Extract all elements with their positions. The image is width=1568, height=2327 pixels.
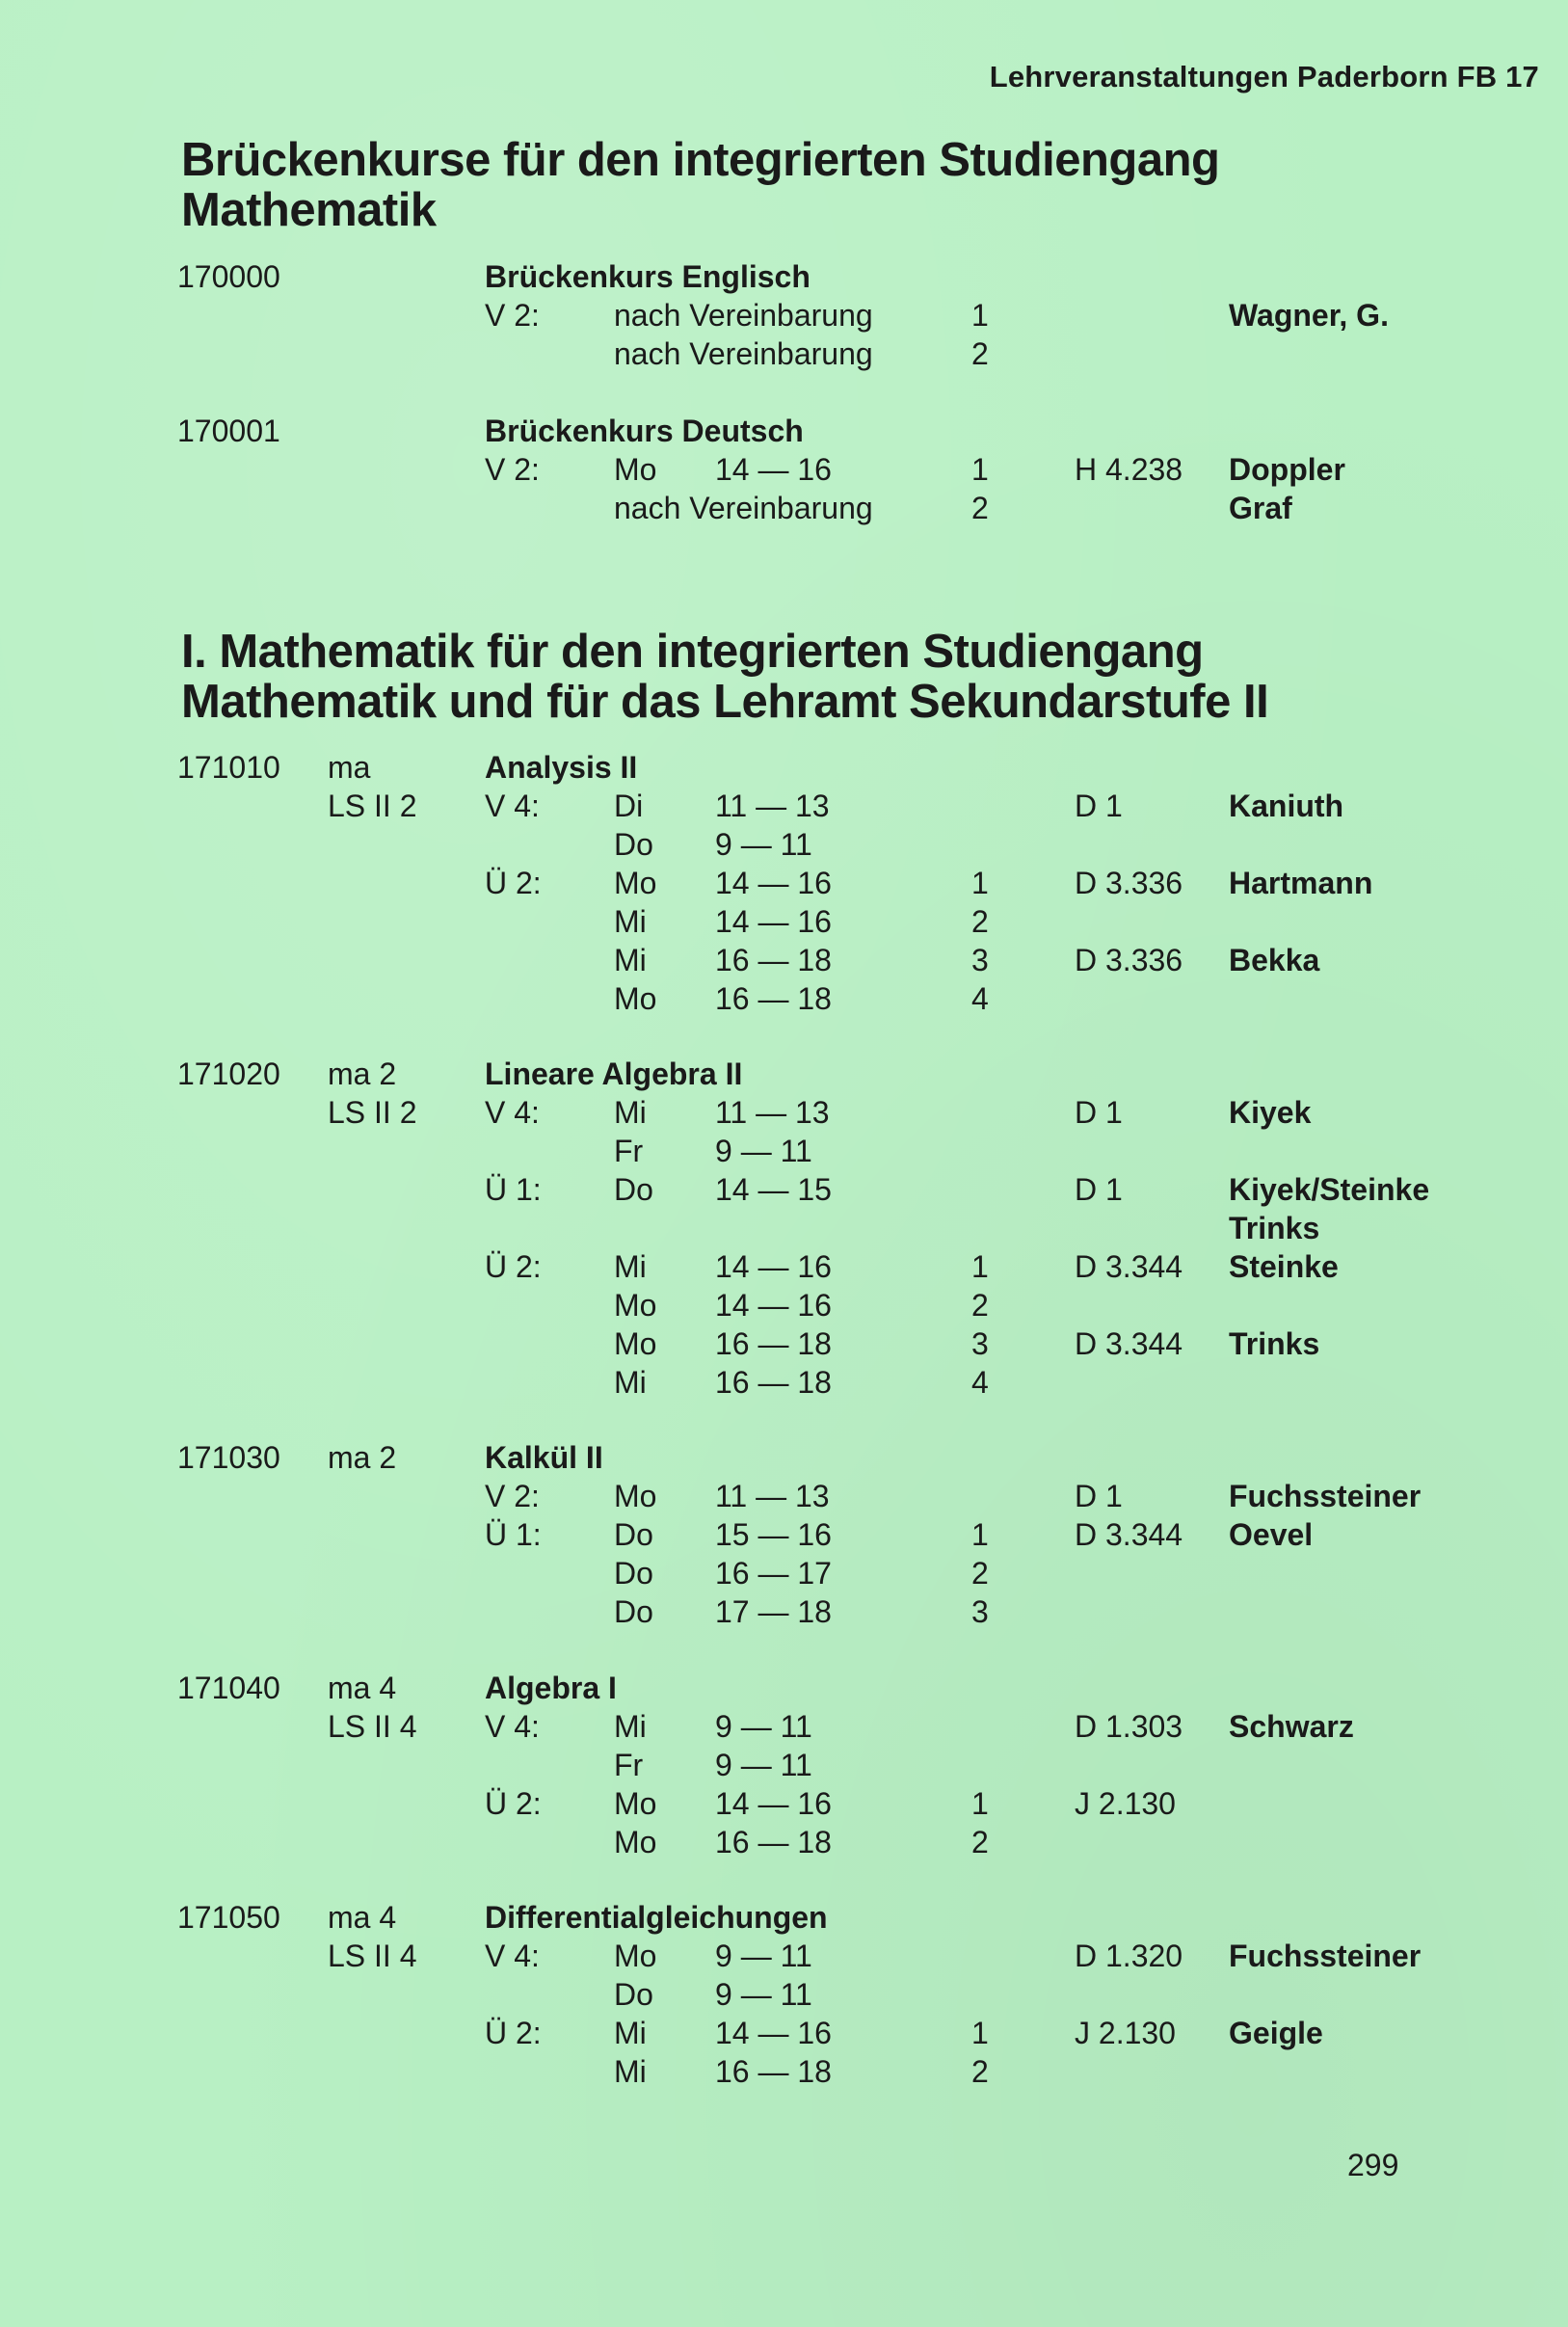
lecturer: Schwarz — [1229, 1709, 1354, 1744]
lecturer: Kiyek/Steinke — [1229, 1172, 1430, 1207]
time: 14 — 16 — [715, 452, 832, 487]
room: D 3.344 — [1075, 1326, 1183, 1361]
schedule-row — [0, 787, 1568, 825]
time: 14 — 16 — [715, 1288, 832, 1323]
group-number: 2 — [971, 1556, 989, 1591]
time: 9 — 11 — [715, 1709, 812, 1744]
group-number: 1 — [971, 452, 989, 487]
day: Do — [614, 1517, 653, 1552]
room: D 1 — [1075, 789, 1123, 823]
course-code: LS II 2 — [328, 1095, 417, 1130]
group-number: 4 — [971, 1365, 989, 1400]
schedule-row — [0, 2052, 1568, 2091]
room: J 2.130 — [1075, 1786, 1176, 1821]
section-title-mathematics — [181, 627, 1268, 727]
room: D 1 — [1075, 1479, 1123, 1513]
course-171010 — [0, 748, 1568, 1018]
course-171020 — [0, 1055, 1568, 1402]
course-type: Ü 1: — [485, 1517, 542, 1552]
room: D 1.303 — [1075, 1709, 1183, 1744]
day: Fr — [614, 1134, 644, 1168]
course-type: V 2: — [485, 298, 540, 333]
time: 9 — 11 — [715, 1748, 812, 1782]
course-header-row — [0, 1438, 1568, 1477]
schedule-row — [0, 825, 1568, 864]
day: Mi — [614, 1095, 647, 1130]
group-number: 1 — [971, 1786, 989, 1821]
course-code: LS II 2 — [328, 789, 417, 823]
section-title-line: Brückenkurse für den integrierten Studiengang — [181, 134, 1220, 186]
time: 9 — 11 — [715, 1134, 812, 1168]
group-number: 3 — [971, 1326, 989, 1361]
lecturer: Fuchssteiner — [1229, 1939, 1422, 1973]
time: 16 — 17 — [715, 1556, 832, 1591]
section-title-line: Mathematik — [181, 184, 437, 236]
course-171030 — [0, 1438, 1568, 1631]
course-type: Ü 2: — [485, 2016, 542, 2050]
group-number: 1 — [971, 298, 989, 333]
course-title: Brückenkurs Deutsch — [485, 414, 804, 448]
time: 14 — 16 — [715, 1786, 832, 1821]
lecturer: Wagner, G. — [1229, 298, 1389, 333]
day: Mi — [614, 943, 647, 977]
course-header-row — [0, 257, 1568, 296]
time: 14 — 16 — [715, 2016, 832, 2050]
day: Do — [614, 1977, 653, 2012]
course-type: Ü 1: — [485, 1172, 542, 1207]
course-type: Ü 2: — [485, 1786, 542, 1821]
lecturer: Fuchssteiner — [1229, 1479, 1422, 1513]
room: H 4.238 — [1075, 452, 1183, 487]
day: Mo — [614, 452, 657, 487]
schedule-row — [0, 1170, 1568, 1209]
time: 14 — 15 — [715, 1172, 832, 1207]
course-number: 171040 — [177, 1671, 280, 1705]
course-type: V 2: — [485, 452, 540, 487]
course-type: Ü 2: — [485, 1249, 542, 1284]
time: 15 — 16 — [715, 1517, 832, 1552]
day: Mi — [614, 2054, 647, 2089]
lecturer: Bekka — [1229, 943, 1320, 977]
schedule-row — [0, 1975, 1568, 2014]
course-number: 171050 — [177, 1900, 280, 1935]
time: 9 — 11 — [715, 827, 812, 862]
time: 16 — 18 — [715, 1326, 832, 1361]
course-171040 — [0, 1669, 1568, 1861]
day: Do — [614, 1556, 653, 1591]
time: 9 — 11 — [715, 1939, 812, 1973]
time: 16 — 18 — [715, 1365, 832, 1400]
room: D 3.336 — [1075, 866, 1183, 900]
room: D 3.336 — [1075, 943, 1183, 977]
lecturer: Trinks — [1229, 1326, 1320, 1361]
time: 16 — 18 — [715, 1825, 832, 1859]
lecturer: Steinke — [1229, 1249, 1339, 1284]
course-type: V 4: — [485, 789, 540, 823]
lecturer: Trinks — [1229, 1211, 1320, 1245]
course-title: Kalkül II — [485, 1440, 603, 1475]
course-code: ma 2 — [328, 1057, 397, 1091]
group-number: 2 — [971, 1288, 989, 1323]
course-code: LS II 4 — [328, 1709, 417, 1744]
day: Mi — [614, 2016, 647, 2050]
course-title: Brückenkurs Englisch — [485, 259, 811, 294]
course-title: Lineare Algebra II — [485, 1057, 743, 1091]
day: Mo — [614, 1479, 657, 1513]
room: D 3.344 — [1075, 1249, 1183, 1284]
course-title: Algebra I — [485, 1671, 617, 1705]
day: Mo — [614, 1288, 657, 1323]
course-code: ma 4 — [328, 1900, 397, 1935]
lecturer: Oevel — [1229, 1517, 1314, 1552]
day: Do — [614, 1172, 653, 1207]
lecturer: Kaniuth — [1229, 789, 1344, 823]
schedule-row — [0, 1286, 1568, 1324]
course-header-row — [0, 1898, 1568, 1937]
course-header-row — [0, 748, 1568, 787]
day: Mo — [614, 1825, 657, 1859]
schedule-row — [0, 1515, 1568, 1554]
time: 11 — 13 — [715, 789, 830, 823]
schedule-row — [0, 864, 1568, 902]
schedule-row — [0, 450, 1568, 489]
schedule-row — [0, 1247, 1568, 1286]
schedule-row — [0, 1746, 1568, 1784]
time: 17 — 18 — [715, 1594, 832, 1629]
course-171050 — [0, 1898, 1568, 2091]
group-number: 1 — [971, 1517, 989, 1552]
time: 9 — 11 — [715, 1977, 812, 2012]
course-code: LS II 4 — [328, 1939, 417, 1973]
course-type: V 2: — [485, 1479, 540, 1513]
section-title-bridge-courses — [181, 135, 1219, 235]
course-number: 171030 — [177, 1440, 280, 1475]
group-number: 2 — [971, 491, 989, 525]
course-170001 — [0, 412, 1568, 527]
course-code: ma — [328, 750, 371, 785]
lecturer: Hartmann — [1229, 866, 1373, 900]
schedule-row — [0, 2014, 1568, 2052]
page-number: 299 — [1347, 2148, 1399, 2182]
day: Mo — [614, 866, 657, 900]
schedule-row — [0, 1784, 1568, 1823]
day: Mo — [614, 1786, 657, 1821]
day: Di — [614, 789, 644, 823]
course-number: 170001 — [177, 414, 280, 448]
day: Fr — [614, 1748, 644, 1782]
course-170000 — [0, 257, 1568, 373]
day: Mi — [614, 1249, 647, 1284]
day: Mo — [614, 981, 657, 1016]
course-header-row — [0, 1055, 1568, 1093]
course-header-row — [0, 1669, 1568, 1707]
group-number: 4 — [971, 981, 989, 1016]
course-type: V 4: — [485, 1095, 540, 1130]
schedule-row — [0, 296, 1568, 334]
schedule-row — [0, 902, 1568, 941]
day: Mo — [614, 1326, 657, 1361]
schedule-row — [0, 1592, 1568, 1631]
lecturer: Geigle — [1229, 2016, 1323, 2050]
schedule-row — [0, 489, 1568, 527]
lecturer: Graf — [1229, 491, 1292, 525]
day: Mo — [614, 1939, 657, 1973]
time: 16 — 18 — [715, 981, 832, 1016]
schedule-when: nach Vereinbarung — [614, 298, 873, 333]
time: 14 — 16 — [715, 904, 832, 939]
room: D 1 — [1075, 1095, 1123, 1130]
group-number: 2 — [971, 1825, 989, 1859]
course-header-row — [0, 412, 1568, 450]
time: 11 — 13 — [715, 1095, 830, 1130]
schedule-row — [0, 1707, 1568, 1746]
schedule-row — [0, 1363, 1568, 1402]
course-type: V 4: — [485, 1709, 540, 1744]
schedule-row — [0, 1937, 1568, 1975]
room: D 1.320 — [1075, 1939, 1183, 1973]
section-title-line: I. Mathematik für den integrierten Studiengang — [181, 626, 1204, 678]
time: 16 — 18 — [715, 2054, 832, 2089]
group-number: 2 — [971, 336, 989, 371]
course-number: 171010 — [177, 750, 280, 785]
schedule-row — [0, 1209, 1568, 1247]
time: 14 — 16 — [715, 866, 832, 900]
day: Mi — [614, 1709, 647, 1744]
room: D 1 — [1075, 1172, 1123, 1207]
lecturer: Kiyek — [1229, 1095, 1312, 1130]
time: 16 — 18 — [715, 943, 832, 977]
schedule-row — [0, 1324, 1568, 1363]
group-number: 1 — [971, 2016, 989, 2050]
group-number: 1 — [971, 866, 989, 900]
day: Mi — [614, 904, 647, 939]
group-number: 1 — [971, 1249, 989, 1284]
lecturer: Doppler — [1229, 452, 1345, 487]
group-number: 3 — [971, 1594, 989, 1629]
course-number: 170000 — [177, 259, 280, 294]
time: 11 — 13 — [715, 1479, 830, 1513]
day: Mi — [614, 1365, 647, 1400]
course-title: Differentialgleichungen — [485, 1900, 828, 1935]
group-number: 3 — [971, 943, 989, 977]
day: Do — [614, 1594, 653, 1629]
group-number: 2 — [971, 904, 989, 939]
schedule-row — [0, 1093, 1568, 1132]
course-type: V 4: — [485, 1939, 540, 1973]
section-title-line: Mathematik und für das Lehramt Sekundarstufe II — [181, 676, 1269, 728]
room: J 2.130 — [1075, 2016, 1176, 2050]
course-title: Analysis II — [485, 750, 638, 785]
schedule-row — [0, 1823, 1568, 1861]
running-head: Lehrveranstaltungen Paderborn FB 17 — [989, 60, 1539, 94]
schedule-row — [0, 1132, 1568, 1170]
schedule-row — [0, 1477, 1568, 1515]
course-type: Ü 2: — [485, 866, 542, 900]
schedule-row — [0, 1554, 1568, 1592]
day: Do — [614, 827, 653, 862]
group-number: 2 — [971, 2054, 989, 2089]
schedule-when: nach Vereinbarung — [614, 336, 873, 371]
schedule-row — [0, 979, 1568, 1018]
course-code: ma 4 — [328, 1671, 397, 1705]
time: 14 — 16 — [715, 1249, 832, 1284]
schedule-when: nach Vereinbarung — [614, 491, 873, 525]
schedule-row — [0, 941, 1568, 979]
room: D 3.344 — [1075, 1517, 1183, 1552]
course-code: ma 2 — [328, 1440, 397, 1475]
schedule-row — [0, 334, 1568, 373]
course-number: 171020 — [177, 1057, 280, 1091]
